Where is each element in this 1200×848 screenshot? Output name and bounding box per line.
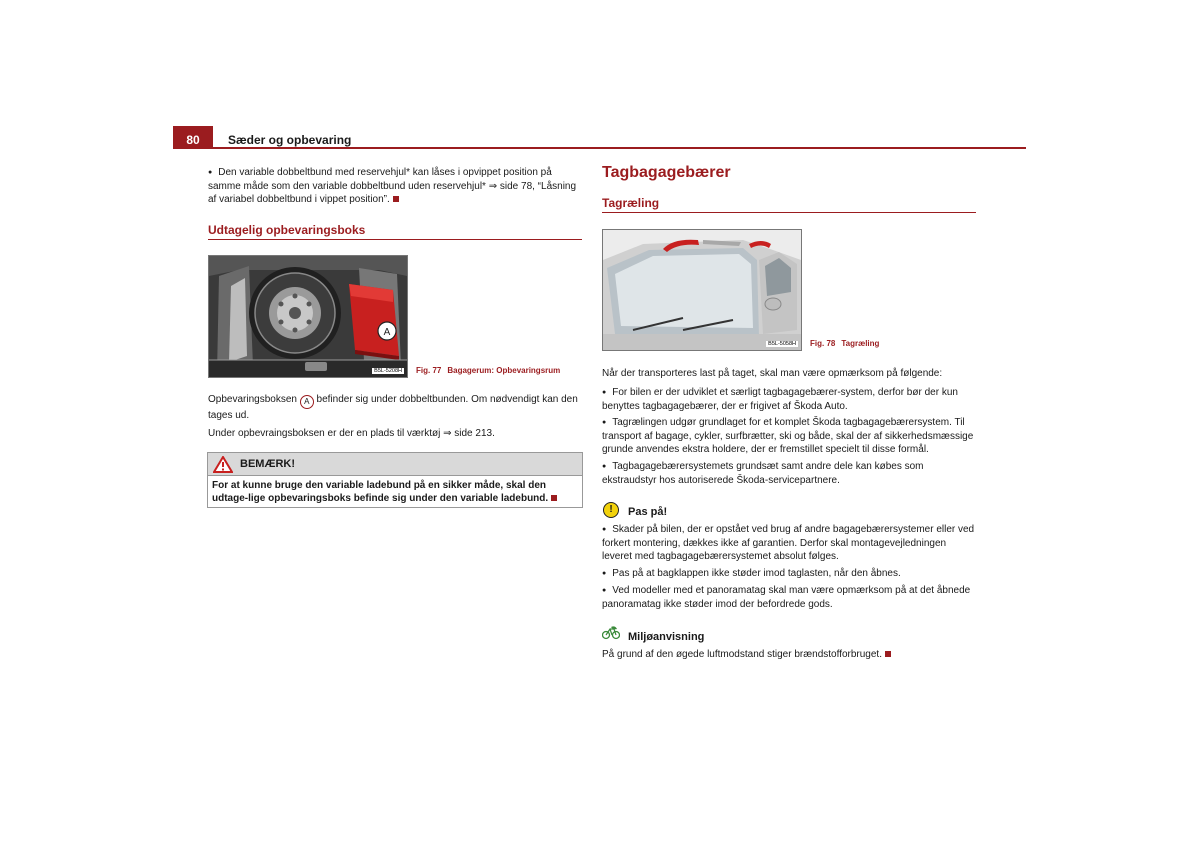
list-item bbox=[602, 386, 976, 413]
page-number: 80 bbox=[173, 126, 213, 148]
roof-rack-heading: Tagbagagebærer bbox=[602, 164, 731, 181]
caution-item bbox=[602, 584, 976, 611]
tool-space-paragraph: Under opbevraingsboksen er der en plads til værktøj ⇒ side 213. bbox=[208, 428, 495, 439]
list-item-text: Tagbagagebærersystemets grundsæt samt andre dele kan købes som ekstraudstyr hos autoriserede Škoda-servicepartnere. bbox=[602, 461, 924, 486]
caution-item bbox=[602, 567, 976, 581]
list-item-text: Tagrælingen udgør grundlaget for et komplet Škoda tagbagagebærersystem. Til transport af bagage, cykler, surfbrætter, ski og både, skal der af sikkerhedsmæssige grunde anvendes ekstra holdere, der er fremstillet specielt til disse formål. bbox=[602, 417, 974, 455]
section-title: Sæder og opbevaring bbox=[228, 133, 352, 147]
warning-title: BEMÆRK! bbox=[240, 458, 295, 470]
caution-icon: ! bbox=[603, 502, 619, 518]
figure-77-code: B5L-5208H bbox=[374, 368, 402, 374]
figure-78-caption-text: Tagræling bbox=[841, 339, 880, 348]
environment-text: På grund af den øgede luftmodstand stiger brændstofforbruget. bbox=[602, 649, 882, 660]
caution-title: Pas på! bbox=[628, 506, 668, 518]
figure-78-caption bbox=[810, 339, 879, 348]
environment-title: Miljøanvisning bbox=[628, 631, 705, 643]
warning-body-text: For at kunne bruge den variable ladebund på en sikker måde, skal den udtage-lige opbevaringsboks befinde sig under den variable ladebund. bbox=[212, 480, 549, 504]
trunk-illustration bbox=[209, 256, 407, 377]
warning-triangle-icon bbox=[213, 456, 233, 473]
warning-body bbox=[208, 476, 582, 508]
caution-item-text: Pas på at bagklappen ikke støder imod taglasten, når den åbnes. bbox=[612, 568, 901, 579]
end-mark bbox=[551, 495, 557, 501]
figure-78-image bbox=[602, 229, 802, 351]
figure-77-image bbox=[208, 255, 408, 378]
warning-box bbox=[207, 452, 583, 508]
figure-77-label: Fig. 77 bbox=[416, 366, 442, 375]
list-item bbox=[602, 416, 976, 457]
header-rule bbox=[173, 147, 1026, 149]
intro-bullet bbox=[208, 166, 582, 207]
marker-a-icon: A bbox=[300, 395, 314, 409]
list-item bbox=[602, 460, 976, 487]
end-mark bbox=[885, 651, 891, 657]
end-mark bbox=[393, 196, 399, 202]
roof-load-intro: Når der transporteres last på taget, skal man være opmærksom på følgende: bbox=[602, 368, 943, 379]
figure-78-code: B5L-5058H bbox=[768, 341, 796, 347]
caution-item bbox=[602, 523, 976, 564]
environment-icon bbox=[602, 626, 620, 640]
caution-item-text: Ved modeller med et panoramatag skal man være opmærksom på at det åbnede panoramatag ikke støder imod der befordrede gods. bbox=[602, 585, 971, 610]
figure-77-caption bbox=[416, 366, 560, 375]
storage-box-heading: Udtagelig opbevaringsboks bbox=[208, 223, 366, 237]
list-item-text: For bilen er der udviklet et særligt tagbagagebærer-system, derfor bør der kun benyttes tagbagagebærer, der er frigivet af Škoda Auto. bbox=[602, 387, 958, 412]
car-roof-illustration bbox=[603, 230, 801, 350]
heading-rule bbox=[208, 239, 582, 240]
figure-78-label: Fig. 78 bbox=[810, 339, 836, 348]
para1-text-a: Opbevaringsboksen bbox=[208, 394, 297, 405]
environment-text-row bbox=[602, 648, 976, 662]
storage-box-paragraph bbox=[208, 393, 582, 423]
roof-rail-subheading: Tagræling bbox=[602, 196, 660, 210]
figure-77-caption-text: Bagagerum: Opbevaringsrum bbox=[447, 366, 561, 375]
warning-header bbox=[208, 453, 582, 476]
subheading-rule bbox=[602, 212, 976, 213]
para1-text-b: befinder sig under dobbeltbunden. Om nødvendigt kan den tages ud. bbox=[208, 394, 578, 421]
caution-item-text: Skader på bilen, der er opstået ved brug af andre bagagebærersystemer eller ved forkert montering, dækkes ikke af garantien. Derfor skal montagevejledningen leveret med tagbagagebærersystemet absolut følges. bbox=[602, 524, 975, 562]
svg-text:A: A bbox=[383, 327, 391, 338]
intro-bullet-text: Den variable dobbeltbund med reservehjul* kan låses i opvippet position på samme måde som den variable dobbeltbund uden reservehjul* ⇒ side 78, “Låsning af variabel dobbeltbund i vippet position”. bbox=[208, 167, 577, 205]
